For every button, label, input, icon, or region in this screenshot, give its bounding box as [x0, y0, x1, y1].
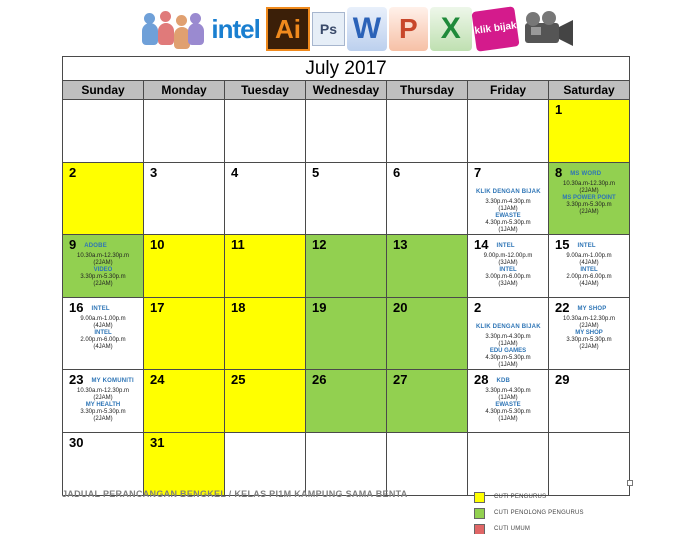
day-cell-18[interactable] — [225, 298, 306, 370]
empty-day-cell[interactable] — [387, 100, 468, 163]
event-title: ADOBE — [84, 243, 107, 249]
event-title: VIDEO — [93, 267, 113, 273]
day-number: 7 — [474, 165, 482, 180]
legend-item — [474, 505, 584, 521]
event-duration: (2JAM) — [93, 281, 113, 287]
legend-swatch — [474, 524, 485, 534]
event-details — [63, 388, 143, 423]
legend-label: CUTI PENGURUS — [494, 494, 547, 500]
event-duration: (1JAM) — [498, 395, 518, 401]
empty-day-cell[interactable] — [63, 100, 144, 163]
klik-dengan-bijak-logo: klik bijak — [471, 6, 520, 52]
event-time: 3.30p.m-5.30p.m — [80, 409, 126, 415]
event-duration: (4JAM) — [93, 323, 113, 329]
event-time: 3.30p.m-5.30p.m — [566, 202, 612, 208]
day-number: 2 — [69, 165, 77, 180]
day-cell-14[interactable] — [468, 235, 549, 298]
event-time: 4.30p.m-5.30p.m — [485, 220, 531, 226]
event-title: KLIK DENGAN BIJAK — [476, 189, 541, 195]
event-title: EWASTE — [495, 213, 521, 219]
day-number: 3 — [150, 165, 158, 180]
event-details — [63, 316, 143, 351]
event-time: 3.00p.m-6.00p.m — [485, 274, 531, 280]
empty-day-cell[interactable] — [387, 433, 468, 496]
day-cell-26[interactable] — [306, 370, 387, 433]
logo-banner — [140, 4, 580, 54]
event-duration: (2JAM) — [93, 260, 113, 266]
day-header-saturday: Saturday — [549, 81, 630, 100]
event-details — [468, 253, 548, 288]
day-number: 9 — [69, 237, 77, 252]
calendar-title: July 2017 — [63, 57, 630, 81]
day-number: 12 — [312, 237, 327, 252]
event-duration: (2JAM) — [579, 323, 599, 329]
event-title: EDU GAMES — [489, 348, 527, 354]
day-header-tuesday: Tuesday — [225, 81, 306, 100]
event-details — [63, 253, 143, 288]
event-title: MY KOMUNITI — [91, 378, 134, 384]
day-cell-24[interactable] — [144, 370, 225, 433]
event-details — [468, 199, 548, 234]
day-number: 31 — [150, 435, 165, 450]
day-number: 23 — [69, 372, 84, 387]
day-cell-12[interactable] — [306, 235, 387, 298]
video-camera-icon — [519, 7, 578, 51]
week-row — [63, 100, 630, 163]
event-time: 2.00p.m-6.00p.m — [80, 337, 126, 343]
event-duration: (2JAM) — [93, 395, 113, 401]
photoshop-logo: Ps — [312, 12, 346, 46]
legend-swatch — [474, 508, 485, 519]
day-number: 19 — [312, 300, 327, 315]
event-time: 10.30a.m-12.30p.m — [562, 181, 616, 187]
day-number: 14 — [474, 237, 489, 252]
day-number: 27 — [393, 372, 408, 387]
event-time: 9.00a.m-1.00p.m — [80, 316, 126, 322]
event-title: MS WORD — [570, 171, 602, 177]
event-time: 4.30p.m-5.30p.m — [485, 409, 531, 415]
event-duration: (1JAM) — [498, 341, 518, 347]
day-number: 22 — [555, 300, 570, 315]
powerpoint-logo: P — [389, 7, 428, 51]
event-title: INTEL — [580, 267, 598, 273]
event-duration: (1JAM) — [498, 227, 518, 233]
day-cell-11[interactable] — [225, 235, 306, 298]
event-time: 9.00a.m-1.00p.m — [566, 253, 612, 259]
day-cell-30[interactable] — [63, 433, 144, 496]
day-number: 24 — [150, 372, 165, 387]
day-cell-25[interactable] — [225, 370, 306, 433]
people-group-icon — [140, 7, 205, 51]
day-header-sunday: Sunday — [63, 81, 144, 100]
day-number: 18 — [231, 300, 246, 315]
day-number: 15 — [555, 237, 570, 252]
day-number: 2 — [474, 300, 482, 315]
event-details — [468, 334, 548, 369]
day-cell-2[interactable] — [63, 163, 144, 235]
day-cell-27[interactable] — [387, 370, 468, 433]
day-number: 30 — [69, 435, 84, 450]
day-number: 1 — [555, 102, 563, 117]
event-duration: (2JAM) — [579, 344, 599, 350]
legend-swatch — [474, 492, 485, 503]
empty-day-cell[interactable] — [549, 433, 630, 496]
day-cell-20[interactable] — [387, 298, 468, 370]
day-cell-6[interactable] — [387, 163, 468, 235]
day-number: 17 — [150, 300, 165, 315]
legend-item — [474, 489, 584, 505]
day-number: 28 — [474, 372, 489, 387]
event-title: INTEL — [499, 267, 517, 273]
week-row — [63, 370, 630, 433]
event-title: EWASTE — [495, 402, 521, 408]
day-names-row — [63, 81, 630, 100]
empty-day-cell[interactable] — [225, 433, 306, 496]
event-details — [549, 253, 629, 288]
event-duration: (1JAM) — [498, 362, 518, 368]
event-duration: (1JAM) — [498, 416, 518, 422]
event-time: 9.00p.m-12.00p.m — [483, 253, 533, 259]
day-cell-16[interactable] — [63, 298, 144, 370]
legend-item — [474, 521, 584, 534]
event-title: KLIK DENGAN BIJAK — [476, 324, 541, 330]
week-row — [63, 433, 630, 496]
event-time: 3.30p.m-4.30p.m — [485, 334, 531, 340]
day-cell-2[interactable] — [468, 298, 549, 370]
event-duration: (4JAM) — [579, 260, 599, 266]
event-time: 4.30p.m-5.30p.m — [485, 355, 531, 361]
event-duration: (4JAM) — [93, 344, 113, 350]
day-header-friday: Friday — [468, 81, 549, 100]
event-time: 3.30p.m-5.30p.m — [566, 337, 612, 343]
day-header-thursday: Thursday — [387, 81, 468, 100]
event-duration: (2JAM) — [93, 416, 113, 422]
empty-day-cell[interactable] — [468, 100, 549, 163]
event-title: MS POWER POINT — [562, 195, 616, 201]
week-row — [63, 298, 630, 370]
event-duration: (3JAM) — [498, 260, 518, 266]
schedule-caption: JADUAL PERANCANGAN BENGKEL / KELAS PI1M KAMPUNG SAMA BENTA — [62, 489, 408, 499]
day-cell-3[interactable] — [144, 163, 225, 235]
legend-label: CUTI PENOLONG PENGURUS — [494, 510, 584, 516]
illustrator-logo: Ai — [266, 7, 309, 51]
event-time: 3.30p.m-4.30p.m — [485, 388, 531, 394]
event-title: MY SHOP — [577, 306, 607, 312]
day-cell-31[interactable] — [144, 433, 225, 496]
day-number: 20 — [393, 300, 408, 315]
event-title: MY HEALTH — [85, 402, 121, 408]
day-cell-13[interactable] — [387, 235, 468, 298]
day-cell-1[interactable] — [549, 100, 630, 163]
day-number: 26 — [312, 372, 327, 387]
day-number: 16 — [69, 300, 84, 315]
empty-day-cell[interactable] — [225, 100, 306, 163]
event-time: 10.30a.m-12.30p.m — [76, 388, 130, 394]
word-logo: W — [347, 7, 386, 51]
week-row — [63, 235, 630, 298]
event-title: INTEL — [577, 243, 596, 249]
event-title: MY SHOP — [575, 330, 603, 336]
day-cell-5[interactable] — [306, 163, 387, 235]
event-time: 10.30a.m-12.30p.m — [76, 253, 130, 259]
day-cell-8[interactable] — [549, 163, 630, 235]
event-details — [468, 388, 548, 423]
event-title: INTEL — [496, 243, 515, 249]
day-number: 11 — [231, 237, 245, 252]
day-number: 29 — [555, 372, 570, 387]
event-duration: (1JAM) — [498, 206, 518, 212]
event-details — [549, 316, 629, 351]
day-cell-15[interactable] — [549, 235, 630, 298]
event-duration: (2JAM) — [579, 209, 599, 215]
day-number: 4 — [231, 165, 239, 180]
empty-day-cell[interactable] — [306, 433, 387, 496]
intel-logo: intel — [211, 13, 260, 44]
event-time: 10.30a.m-12.30p.m — [562, 316, 616, 322]
day-cell-7[interactable] — [468, 163, 549, 235]
legend — [474, 489, 584, 534]
event-duration: (3JAM) — [498, 281, 518, 287]
day-number: 6 — [393, 165, 401, 180]
event-time: 3.30p.m-4.30p.m — [485, 199, 531, 205]
day-number: 8 — [555, 165, 563, 180]
event-title: INTEL — [91, 306, 110, 312]
day-cell-9[interactable] — [63, 235, 144, 298]
event-time: 3.30p.m-5.30p.m — [80, 274, 126, 280]
event-time: 2.00p.m-6.00p.m — [566, 274, 612, 280]
day-header-monday: Monday — [144, 81, 225, 100]
empty-day-cell[interactable] — [306, 100, 387, 163]
event-duration: (4JAM) — [579, 281, 599, 287]
calendar-grid — [62, 56, 630, 496]
day-number: 5 — [312, 165, 320, 180]
event-title: INTEL — [94, 330, 112, 336]
weeks-body — [63, 100, 630, 496]
day-number: 25 — [231, 372, 246, 387]
empty-day-cell[interactable] — [144, 100, 225, 163]
legend-label: CUTI UMUM — [494, 526, 531, 532]
day-cell-10[interactable] — [144, 235, 225, 298]
day-number: 13 — [393, 237, 408, 252]
day-cell-23[interactable] — [63, 370, 144, 433]
excel-logo: X — [430, 7, 471, 51]
week-row — [63, 163, 630, 235]
day-cell-22[interactable] — [549, 298, 630, 370]
event-title: KDB — [496, 378, 511, 384]
empty-day-cell[interactable] — [468, 433, 549, 496]
day-header-wednesday: Wednesday — [306, 81, 387, 100]
table-resize-handle[interactable] — [627, 480, 633, 486]
event-duration: (2JAM) — [579, 188, 599, 194]
day-cell-28[interactable] — [468, 370, 549, 433]
day-cell-19[interactable] — [306, 298, 387, 370]
event-details — [549, 181, 629, 216]
day-cell-17[interactable] — [144, 298, 225, 370]
day-cell-4[interactable] — [225, 163, 306, 235]
day-number: 10 — [150, 237, 165, 252]
day-cell-29[interactable] — [549, 370, 630, 433]
